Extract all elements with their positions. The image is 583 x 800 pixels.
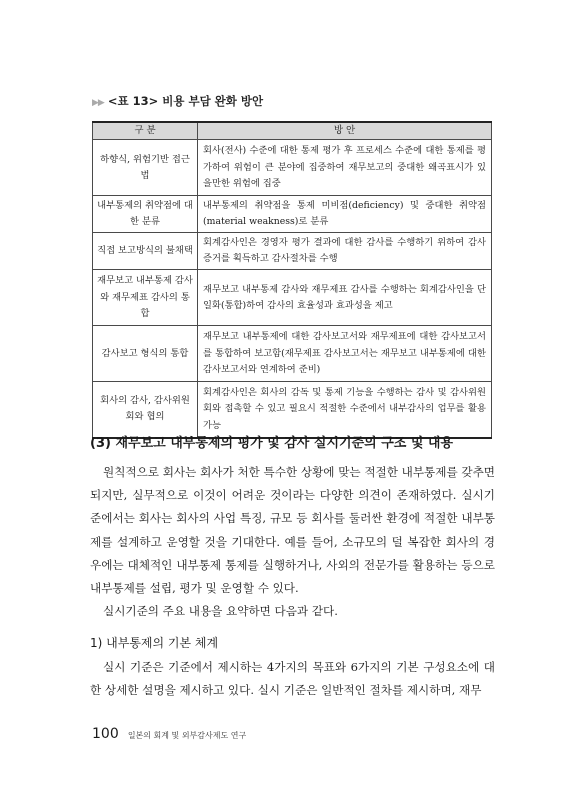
row-category: 회사의 감사, 감사위원회와 협의 <box>93 382 198 438</box>
paragraph-2-text: 실시기준의 주요 내용을 요약하면 다음과 같다. <box>103 604 338 619</box>
row-measure: 회사(전사) 수준에 대한 통제 평가 후 프로세스 수준에 대한 통제를 평가하여 위험이 큰 분야에 집중하여 재무보고의 중대한 왜곡표시가 있을만한 위험에 집중 <box>198 140 492 196</box>
table-row <box>93 270 492 326</box>
table-row <box>93 140 492 196</box>
table-row <box>93 382 492 438</box>
row-category: 직접 보고방식의 불채택 <box>93 233 198 270</box>
table-row <box>93 233 492 270</box>
page-footer <box>92 723 246 742</box>
running-head: 일본의 회계 및 외부감사제도 연구 <box>127 731 247 740</box>
row-measure: 재무보고 내부통제 감사와 재무제표 감사를 수행하는 회계감사인을 단일화(통합)하여 감사의 효율성과 효과성을 제고 <box>198 270 492 326</box>
table-row <box>93 196 492 233</box>
row-measure: 내부통제의 취약점을 통제 미비점(deficiency) 및 중대한 취약점(material weakness)로 분류 <box>198 196 492 233</box>
row-category: 감사보고 형식의 통합 <box>93 326 198 382</box>
row-measure: 재무보고 내부통제에 대한 감사보고서와 재무제표에 대한 감사보고서를 통합하여 보고함(재무제표 감사보고서는 재무보고 내부통제에 대한 감사보고서와 연계하여 준비) <box>198 326 492 382</box>
table-caption <box>92 93 263 109</box>
table-caption-text: <표 13> 비용 부담 완화 방안 <box>107 94 264 108</box>
table-header-row <box>93 122 492 140</box>
header-measure: 방 안 <box>198 122 492 140</box>
caption-arrows-icon: ▶▶ <box>92 98 104 108</box>
cost-relief-table <box>92 121 492 439</box>
row-category: 하향식, 위험기반 접근법 <box>93 140 198 196</box>
body-paragraph <box>90 461 495 623</box>
section-heading: (3) 재무보고 내부통제의 평가 및 감사 실시기준의 구조 및 내용 <box>90 436 454 451</box>
row-category: 내부통제의 취약점에 대한 분류 <box>93 196 198 233</box>
row-category: 재무보고 내부통제 감사와 재무제표 감사의 통합 <box>93 270 198 326</box>
row-measure: 회계감사인은 회사의 감독 및 통제 기능을 수행하는 감사 및 감사위원회와 접촉할 수 있고 필요시 적절한 수준에서 내부감사의 업무를 활용 가능 <box>198 382 492 438</box>
body-paragraph-3: 실시 기준은 기준에서 제시하는 4가지의 목표와 6가지의 기본 구성요소에 대한 상세한 설명을 제시하고 있다. 실시 기준은 일반적인 절차를 제시하며, 재무 <box>90 660 495 698</box>
page-number: 100 <box>92 726 119 742</box>
header-category: 구 분 <box>93 122 198 140</box>
row-measure: 회계감사인은 경영자 평가 결과에 대한 감사를 수행하기 위하여 감사증거를 획득하고 감사절차를 수행 <box>198 233 492 270</box>
subsection-heading: 1) 내부통제의 기본 체계 <box>90 636 219 650</box>
table-row <box>93 326 492 382</box>
paragraph-1-text: 원칙적으로 회사는 회사가 처한 특수한 상황에 맞는 적절한 내부통제를 갖추면 되지만, 실무적으로 이것이 어려운 것이라는 다양한 의견이 존재하였다. 실시기준에서는 회사는 회사의 사업 특징, 규모 등 회사를 둘러싼 환경에 적절한 내부통제를 설계하고 운영할 것을 기대한다. 예를 들어, 소규모의 덜 복잡한 회사의 경우에는 대체적인 내부통제 통제를 실행하거나, 사외의 전문가를 활용하는 등으로 내부통제를 설립, 평가 및 운영할 수 있다. <box>90 465 495 596</box>
